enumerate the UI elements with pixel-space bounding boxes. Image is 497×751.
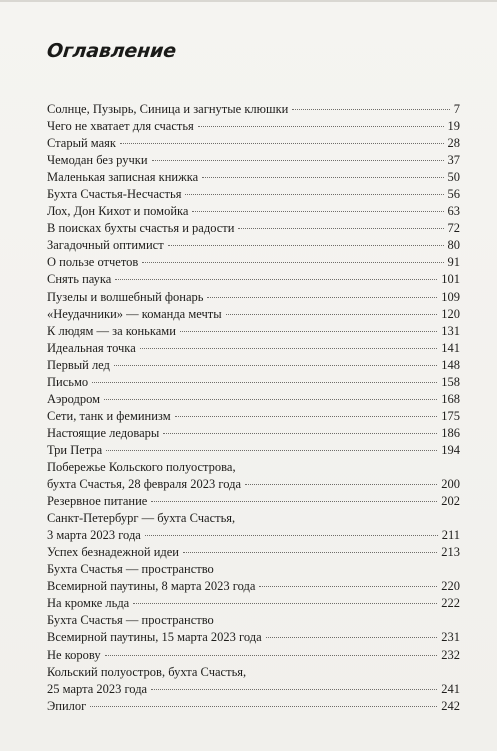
toc-page-number: 148 (441, 357, 460, 372)
toc-entry (47, 169, 460, 186)
toc-entry (47, 101, 460, 118)
toc-entry-title: «Неудачники» — команда мечты (47, 306, 222, 321)
toc-entry (47, 340, 460, 357)
toc-entry-title: Санкт-Петербург — бухта Счастья, (47, 511, 236, 526)
toc-entry-line (47, 510, 460, 527)
toc-dot-leader (175, 416, 438, 417)
toc-entry-title: Бухта Счастья — пространство (47, 613, 214, 628)
toc-entry (47, 544, 460, 561)
toc-entry-line (47, 664, 460, 681)
toc-entry (47, 374, 460, 391)
toc-page-number: 50 (447, 170, 460, 185)
toc-entry-line (47, 220, 460, 237)
toc-page-number: 91 (447, 255, 460, 270)
toc-entry-line (47, 186, 460, 203)
toc-entry-title: Эпилог (47, 698, 87, 713)
toc-page-number: 28 (447, 136, 460, 151)
toc-entry-title: Снять паука (47, 272, 112, 287)
toc-entry-title: Резервное питание (47, 494, 148, 509)
toc-entry-line (47, 629, 460, 646)
toc-dot-leader (106, 450, 437, 451)
toc-entry-line (47, 442, 460, 459)
table-of-contents (47, 101, 460, 715)
toc-page-number: 120 (441, 306, 460, 321)
toc-entry-title: 3 марта 2023 года (47, 528, 141, 543)
toc-dot-leader (90, 706, 437, 707)
toc-entry-title: О пользе отчетов (47, 255, 139, 270)
toc-dot-leader (142, 262, 443, 263)
toc-entry-line (47, 425, 460, 442)
toc-page-number: 109 (441, 289, 460, 304)
toc-dot-leader (115, 279, 437, 280)
toc-dot-leader (185, 194, 443, 195)
toc-dot-leader (152, 160, 444, 161)
toc-entry-title: Настоящие ледовары (47, 425, 160, 440)
toc-dot-leader (192, 211, 443, 212)
toc-entry-line (47, 271, 460, 288)
toc-entry (47, 459, 460, 493)
toc-entry-line (47, 289, 460, 306)
toc-entry-line (47, 561, 460, 578)
toc-page-number: 242 (441, 698, 460, 713)
toc-dot-leader (105, 655, 438, 656)
toc-entry (47, 408, 460, 425)
toc-entry-title: На кромке льда (47, 596, 130, 611)
toc-entry (47, 220, 460, 237)
toc-entry-line (47, 254, 460, 271)
toc-dot-leader (151, 689, 437, 690)
toc-dot-leader (259, 586, 437, 587)
toc-dot-leader (207, 297, 437, 298)
toc-entry (47, 595, 460, 612)
toc-dot-leader (120, 143, 444, 144)
toc-entry-title: Чемодан без ручки (47, 153, 148, 168)
toc-entry-title: К людям — за коньками (47, 323, 176, 338)
toc-entry-title: Чего не хватает для счастья (47, 119, 194, 134)
toc-entry-line (47, 408, 460, 425)
toc-entry-title: Побережье Кольского полуострова, (47, 459, 236, 474)
toc-entry-title: Аэродром (47, 391, 101, 406)
toc-entry-line (47, 391, 460, 408)
toc-dot-leader (145, 535, 438, 536)
toc-dot-leader (151, 501, 437, 502)
toc-entry-line (47, 374, 460, 391)
toc-entry (47, 254, 460, 271)
page-top-edge (0, 0, 497, 2)
toc-entry-line (47, 101, 460, 118)
toc-entry-line (47, 493, 460, 510)
toc-entry (47, 510, 460, 544)
toc-entry-title: Бухта Счастья — пространство (47, 562, 214, 577)
toc-entry (47, 271, 460, 288)
toc-page-number: 200 (441, 477, 460, 492)
toc-entry-title: Письмо (47, 374, 89, 389)
toc-page-number: 220 (441, 579, 460, 594)
toc-entry-title: Загадочный оптимист (47, 238, 164, 253)
toc-page-number: 241 (441, 681, 460, 696)
toc-entry (47, 135, 460, 152)
toc-page-number: 56 (447, 187, 460, 202)
toc-dot-leader (245, 484, 437, 485)
toc-entry-title: Три Петра (47, 442, 103, 457)
contents-heading: Оглавление (45, 40, 178, 62)
toc-entry-line (47, 681, 460, 698)
toc-entry (47, 152, 460, 169)
toc-page-number: 232 (441, 647, 460, 662)
toc-entry-line (47, 135, 460, 152)
toc-entry-title: В поисках бухты счастья и радости (47, 221, 235, 236)
toc-entry (47, 561, 460, 595)
toc-entry-line (47, 612, 460, 629)
toc-entry-title: Всемирной паутины, 15 марта 2023 года (47, 630, 262, 645)
toc-dot-leader (226, 314, 438, 315)
toc-entry-line (47, 203, 460, 220)
toc-entry-title: Кольский полуостров, бухта Счастья, (47, 664, 247, 679)
toc-dot-leader (114, 365, 437, 366)
toc-page-number: 80 (447, 238, 460, 253)
toc-entry-line (47, 118, 460, 135)
toc-entry-line (47, 357, 460, 374)
toc-entry-title: Пузелы и волшебный фонарь (47, 289, 204, 304)
toc-entry (47, 612, 460, 646)
toc-page-number: 186 (441, 425, 460, 440)
toc-entry-title: Сети, танк и феминизм (47, 408, 171, 423)
toc-dot-leader (292, 109, 449, 110)
toc-entry-line (47, 698, 460, 715)
toc-entry-line (47, 237, 460, 254)
toc-dot-leader (168, 245, 444, 246)
toc-entry-line (47, 578, 460, 595)
toc-entry-line (47, 169, 460, 186)
toc-entry (47, 664, 460, 698)
toc-entry-title: Солнце, Пузырь, Синица и загнутые клюшки (47, 102, 289, 116)
toc-page-number: 175 (441, 408, 460, 423)
toc-dot-leader (140, 348, 438, 349)
toc-entry-title: Старый маяк (47, 136, 116, 151)
toc-page-number: 168 (441, 391, 460, 406)
toc-page-number: 213 (441, 545, 460, 560)
toc-dot-leader (104, 399, 437, 400)
toc-entry (47, 237, 460, 254)
toc-entry (47, 647, 460, 664)
toc-page-number: 222 (441, 596, 460, 611)
toc-entry-line (47, 306, 460, 323)
toc-entry (47, 357, 460, 374)
toc-page-number: 7 (453, 102, 460, 116)
toc-entry (47, 493, 460, 510)
toc-entry-title: Бухта Счастья-Несчастья (47, 187, 182, 202)
toc-dot-leader (180, 331, 437, 332)
toc-page-number: 141 (441, 340, 460, 355)
toc-dot-leader (163, 433, 437, 434)
toc-dot-leader (202, 177, 443, 178)
toc-entry-title: 25 марта 2023 года (47, 681, 148, 696)
toc-entry-line (47, 595, 460, 612)
toc-page-number: 101 (441, 272, 460, 287)
toc-page-number: 211 (441, 528, 460, 543)
toc-entry-title: Первый лед (47, 357, 110, 372)
toc-entry (47, 289, 460, 306)
toc-entry (47, 186, 460, 203)
toc-entry-title: Лох, Дон Кихот и помойка (47, 204, 189, 219)
toc-entry (47, 118, 460, 135)
toc-page-number: 19 (447, 119, 460, 134)
toc-entry (47, 698, 460, 715)
toc-page-number: 194 (441, 442, 460, 457)
toc-entry (47, 323, 460, 340)
toc-page-number: 37 (447, 153, 460, 168)
toc-dot-leader (92, 382, 437, 383)
toc-entry (47, 306, 460, 323)
toc-entry (47, 203, 460, 220)
toc-page-number: 202 (441, 494, 460, 509)
toc-dot-leader (183, 552, 437, 553)
toc-entry-line (47, 544, 460, 561)
toc-entry-title: Не корову (47, 647, 101, 662)
toc-entry-title: Всемирной паутины, 8 марта 2023 года (47, 579, 256, 594)
toc-entry-line (47, 647, 460, 664)
toc-entry-title: бухта Счастья, 28 февраля 2023 года (47, 477, 242, 492)
toc-dot-leader (238, 228, 443, 229)
toc-entry-title: Успех безнадежной идеи (47, 545, 180, 560)
toc-entry-line (47, 459, 460, 476)
toc-entry-title: Маленькая записная книжка (47, 170, 199, 185)
toc-entry-line (47, 152, 460, 169)
toc-page-number: 231 (441, 630, 460, 645)
toc-entry (47, 425, 460, 442)
toc-page-number: 63 (447, 204, 460, 219)
toc-page-number: 72 (447, 221, 460, 236)
toc-page-number: 158 (441, 374, 460, 389)
toc-dot-leader (198, 126, 444, 127)
toc-dot-leader (266, 637, 438, 638)
toc-entry (47, 442, 460, 459)
toc-entry-line (47, 323, 460, 340)
toc-entry-line (47, 476, 460, 493)
toc-entry-title: Идеальная точка (47, 340, 136, 355)
toc-entry (47, 391, 460, 408)
toc-page-number: 131 (441, 323, 460, 338)
toc-dot-leader (133, 603, 437, 604)
toc-entry-line (47, 527, 460, 544)
toc-entry-line (47, 340, 460, 357)
